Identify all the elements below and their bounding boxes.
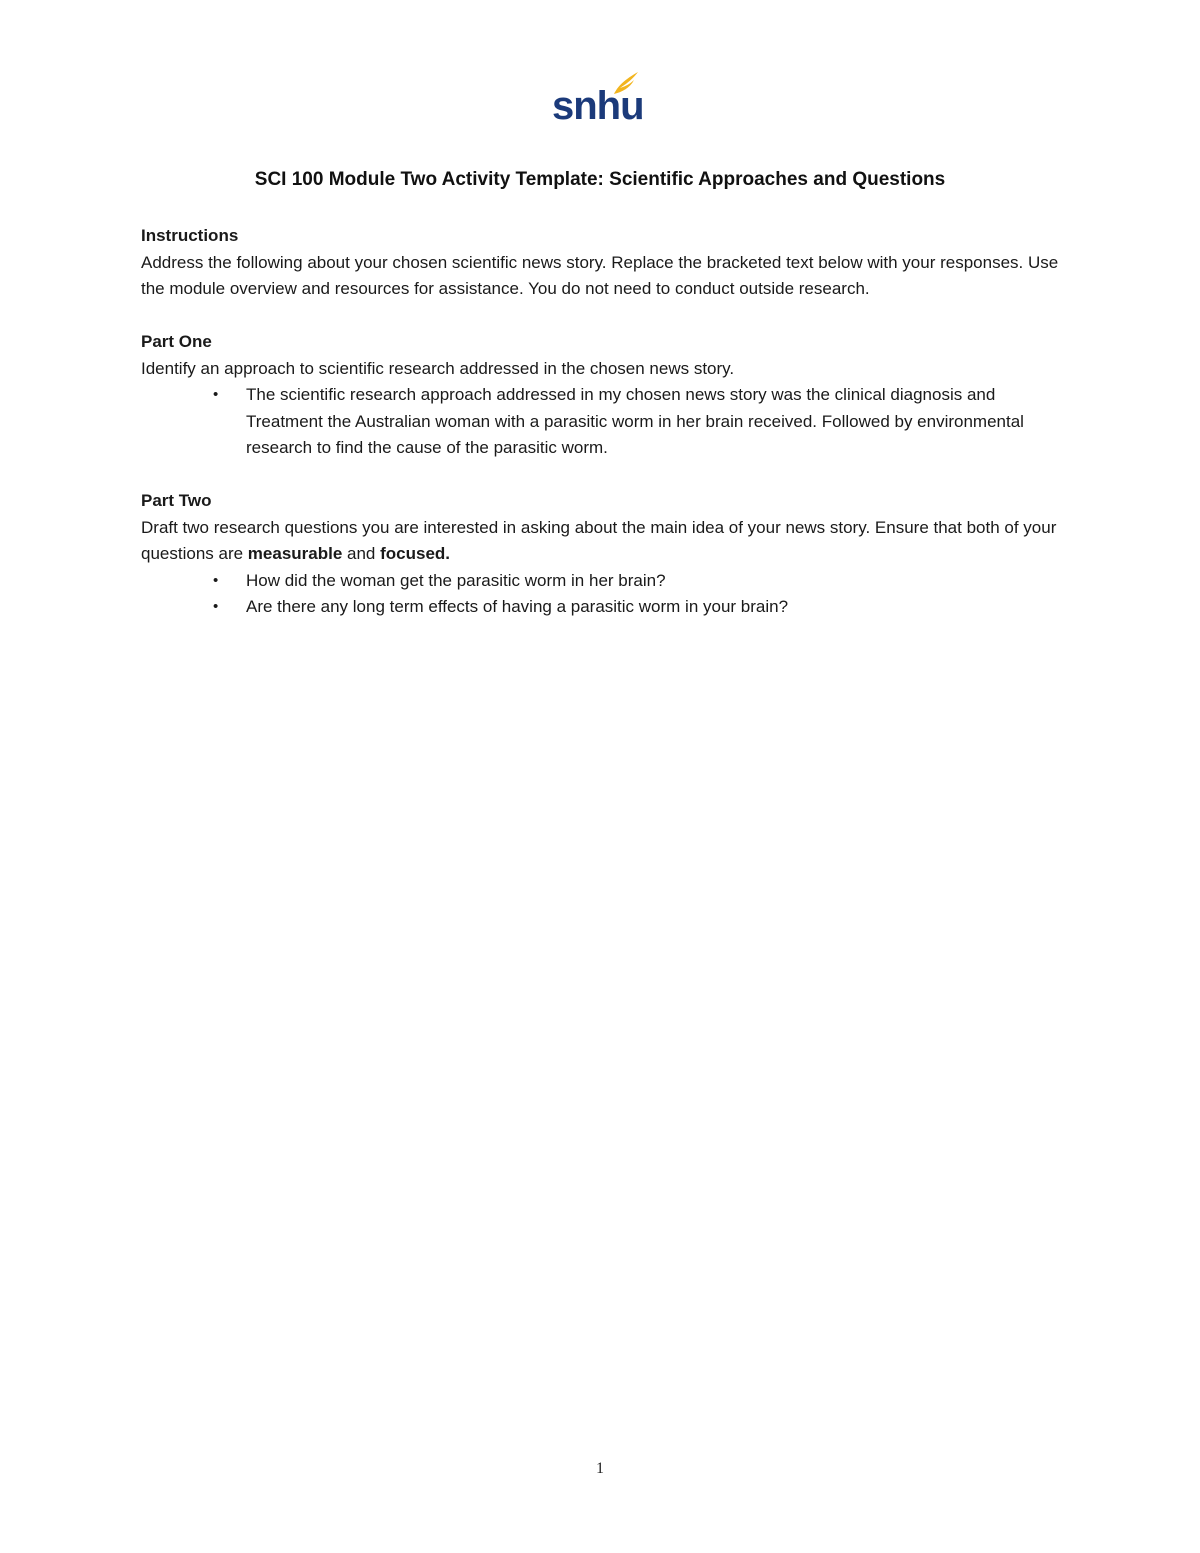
part-two-prompt-bold-measurable: measurable (247, 544, 343, 563)
bullet-icon: • (213, 571, 219, 589)
list-item-text: Are there any long term effects of having a parasitic worm in your brain? (246, 597, 789, 616)
list-item (213, 594, 1061, 621)
part-two-prompt-middle: and (342, 544, 381, 563)
part-two-prompt-bold-focused: focused (380, 544, 446, 563)
instructions-heading: Instructions (141, 226, 239, 245)
part-two-list (141, 568, 1061, 621)
snhu-logo (552, 70, 642, 134)
part-two-prompt-start: Draft two research questions you are interested in asking about the main idea of your news story. Ensure that both of your questions are (141, 517, 1057, 563)
part-two-prompt (141, 515, 1061, 568)
part-two-prompt-end: . (445, 544, 451, 563)
part-two-heading: Part Two (141, 491, 212, 510)
spacer (141, 303, 1061, 330)
part-one-heading: Part One (141, 332, 212, 351)
logo-wordmark: snhu (552, 84, 644, 128)
list-item (213, 568, 1061, 595)
instructions-body: Address the following about your chosen scientific news story. Replace the bracketed text below with your responses. Use the module overview and resources for assistance. You do not need to conduct outside research. (141, 252, 1059, 298)
part-one-list (141, 382, 1061, 462)
list-item (213, 382, 1061, 462)
document-body (141, 223, 1061, 621)
part-one-prompt: Identify an approach to scientific research addressed in the chosen news story. (141, 358, 735, 378)
spacer (141, 462, 1061, 489)
document-title: SCI 100 Module Two Activity Template: Scientific Approaches and Questions (254, 169, 946, 190)
page-number: 1 (596, 1460, 604, 1477)
bullet-icon: • (213, 386, 219, 403)
list-item-text: How did the woman get the parasitic worm in her brain? (246, 570, 666, 590)
bullet-icon: • (213, 598, 219, 615)
list-item-text: The scientific research approach addressed in my chosen news story was the clinical diagnosis and Treatment the Australian woman with a parasitic worm in her brain received. Followed by environmental research to find the cause of the parasitic worm. (246, 385, 1024, 457)
